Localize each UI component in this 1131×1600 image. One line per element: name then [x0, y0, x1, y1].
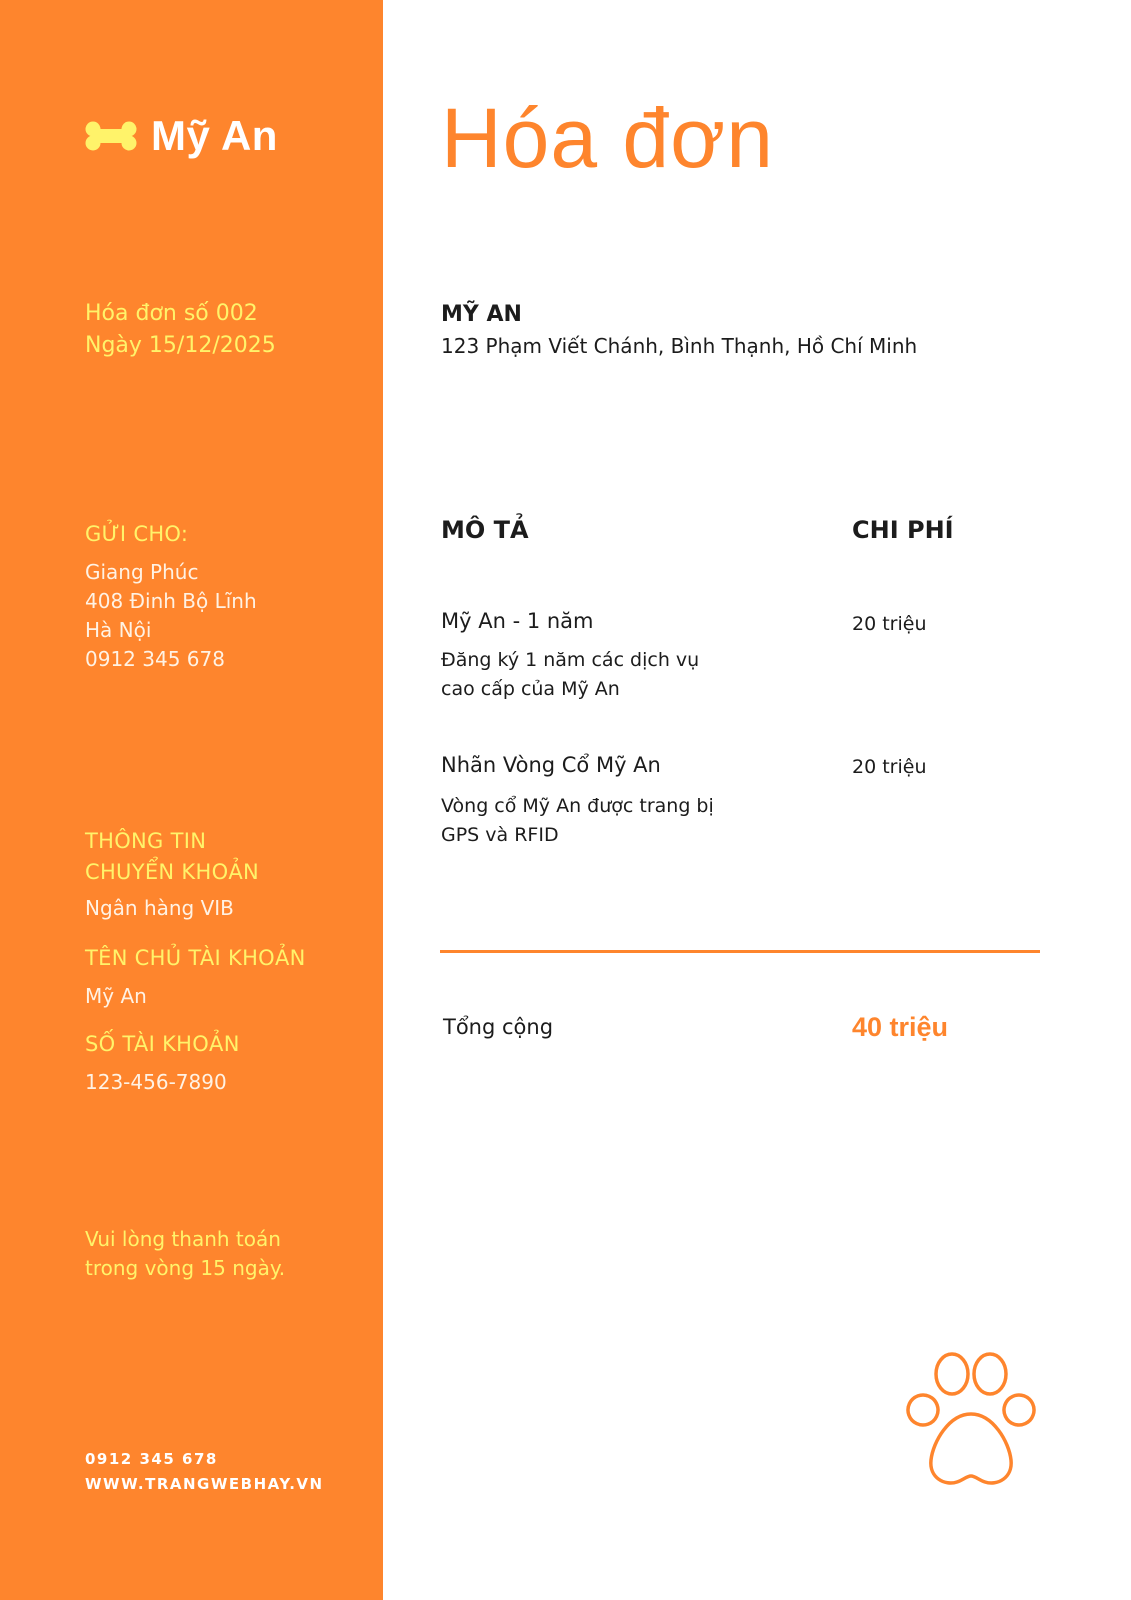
- item-name: Nhãn Vòng Cổ Mỹ An: [441, 753, 661, 777]
- bank-label-line1: THÔNG TIN: [85, 829, 207, 853]
- company-address: 123 Phạm Viết Chánh, Bình Thạnh, Hồ Chí Minh: [441, 334, 918, 358]
- bill-to-city: Hà Nội: [85, 618, 152, 642]
- bank-transfer-section: [85, 826, 375, 1097]
- bank-name: Ngân hàng VIB: [85, 896, 234, 920]
- bill-to-section: [85, 519, 365, 674]
- account-holder-label: TÊN CHỦ TÀI KHOẢN: [85, 946, 306, 970]
- contact-phone: 0912 345 678: [85, 1450, 218, 1468]
- bill-to-phone: 0912 345 678: [85, 647, 225, 671]
- item-cost: 20 triệu: [852, 756, 927, 778]
- account-holder-value: Mỹ An: [85, 984, 147, 1008]
- payment-note-line1: Vui lòng thanh toán: [85, 1227, 281, 1251]
- account-number-label: SỐ TÀI KHOẢN: [85, 1032, 240, 1056]
- invoice-date: Ngày 15/12/2025: [85, 333, 276, 358]
- contact-website: WWW.TRANGWEBHAY.VN: [85, 1475, 324, 1493]
- item-name: Mỹ An - 1 năm: [441, 609, 594, 633]
- invoice-meta: [85, 298, 276, 362]
- bill-to-street: 408 Đinh Bộ Lĩnh: [85, 589, 257, 613]
- bone-icon: [85, 121, 137, 151]
- bill-to-name: Giang Phúc: [85, 560, 199, 584]
- payment-note-line2: trong vòng 15 ngày.: [85, 1256, 286, 1280]
- line-item: [441, 606, 741, 704]
- contact-info: [85, 1447, 324, 1497]
- sidebar-panel: [0, 0, 383, 1600]
- item-description-line2: GPS và RFID: [441, 824, 559, 846]
- column-header-description: MÔ TẢ: [441, 516, 529, 544]
- total-label: Tổng cộng: [443, 1015, 554, 1039]
- line-item: [441, 750, 741, 850]
- item-description-line1: Vòng cổ Mỹ An được trang bị: [441, 795, 714, 817]
- bank-label-line2: CHUYỂN KHOẢN: [85, 860, 260, 884]
- item-description-line1: Đăng ký 1 năm các dịch vụ: [441, 649, 700, 671]
- account-number-value: 123-456-7890: [85, 1070, 227, 1094]
- payment-note: [85, 1225, 345, 1283]
- company-info: [441, 300, 917, 362]
- item-cost: 20 triệu: [852, 613, 927, 635]
- paw-print-icon: [905, 1352, 1037, 1492]
- item-description-line2: cao cấp của Mỹ An: [441, 678, 620, 700]
- company-name: MỸ AN: [441, 302, 522, 327]
- total-value: 40 triệu: [852, 1012, 949, 1042]
- brand-name: Mỹ An: [151, 112, 278, 159]
- brand-logo: [85, 112, 278, 160]
- column-header-cost: CHI PHÍ: [852, 516, 954, 544]
- page-title: Hóa đơn: [441, 91, 774, 185]
- invoice-number: Hóa đơn số 002: [85, 301, 258, 326]
- bill-to-label: GỬI CHO:: [85, 522, 189, 546]
- total-divider: [440, 950, 1040, 953]
